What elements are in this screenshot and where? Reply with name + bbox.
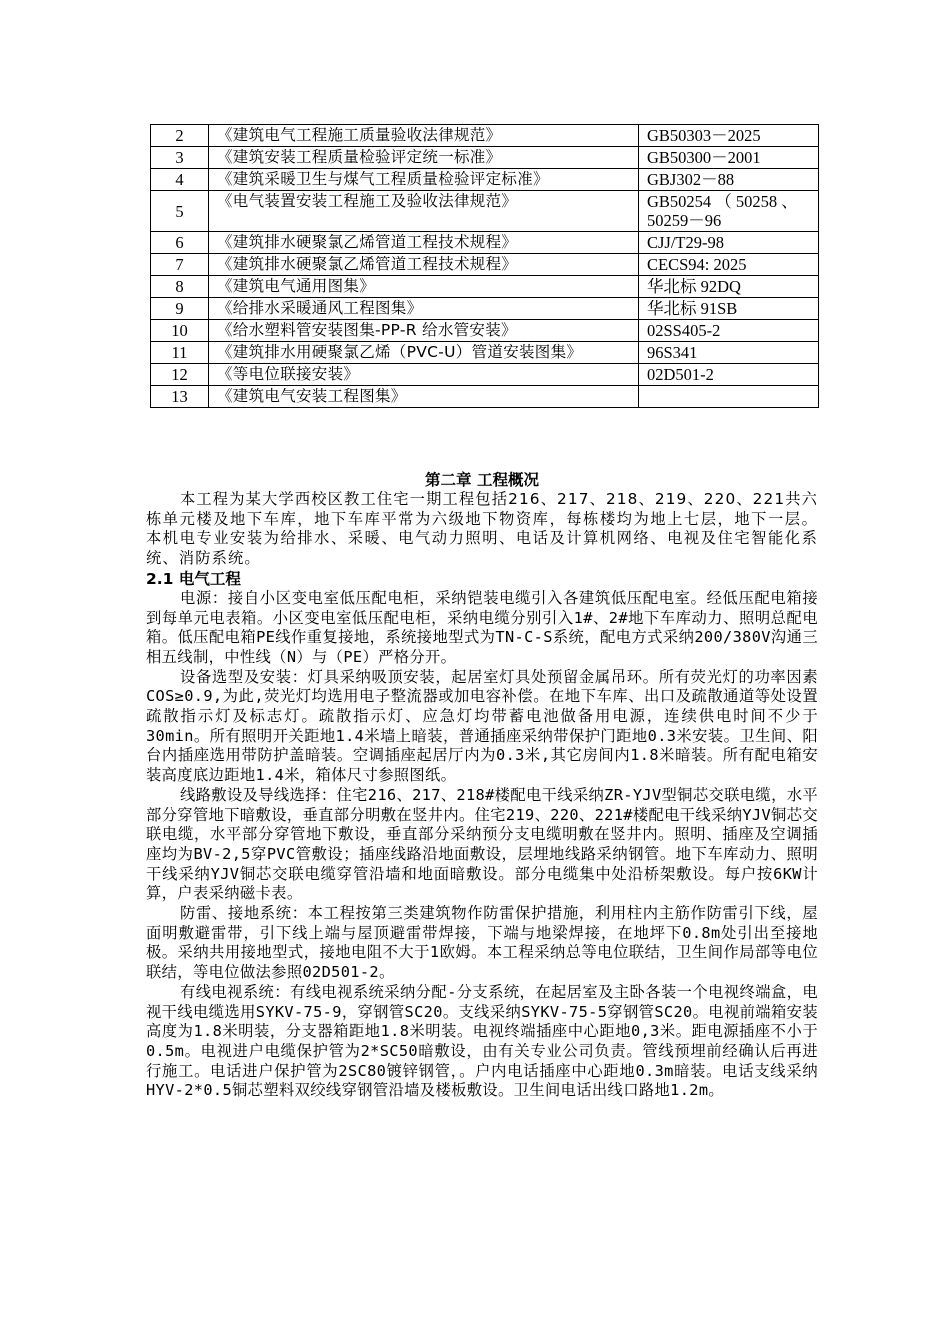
- standard-code: 02D501-2: [639, 364, 819, 386]
- standard-code: GB50254 （ 50258 、50259－96: [639, 191, 819, 232]
- standard-code: 96S341: [639, 342, 819, 364]
- row-number: 12: [151, 364, 209, 386]
- standard-name: 《给水塑料管安装图集-PP-R 给水管安装》: [209, 320, 639, 342]
- standard-name: 《建筑电气通用图集》: [209, 276, 639, 298]
- standards-table: [150, 124, 819, 408]
- standard-name: 《等电位联接安装》: [209, 364, 639, 386]
- standard-name: 《建筑排水硬聚氯乙烯管道工程技术规程》: [209, 254, 639, 276]
- row-number: 6: [151, 232, 209, 254]
- standard-code: CJJ/T29-98: [639, 232, 819, 254]
- standard-code: 华北标 91SB: [639, 298, 819, 320]
- table-row: [151, 147, 819, 169]
- row-number: 13: [151, 386, 209, 408]
- table-row: [151, 232, 819, 254]
- wiring-paragraph: 线路敷设及导线选择：住宅216、217、218#楼配电干线采纳ZR-YJV型铜芯交联电缆，水平部分穿管地下暗敷设，垂直部分明敷在竖井内。住宅219、220、221#楼配电干线采纳YJV铜芯交联电缆，水平部分穿管地下敷设，垂直部分采纳预分支电缆明敷在竖井内。照明、插座及空调插座均为BV-2,5穿PVC管敷设；插座线路沿地面敷设，层埋地线路采纳钢管。地下车库动力、照明干线采纳YJV铜芯交联电缆穿管沿墙和地面暗敷设。部分电缆集中处沿桥架敷设。每户按6KW计算，户表采纳磁卡表。: [146, 785, 819, 903]
- standard-name: 《给排水采暖通风工程图集》: [209, 298, 639, 320]
- standard-code: [639, 386, 819, 408]
- row-number: 9: [151, 298, 209, 320]
- table-row: [151, 125, 819, 147]
- standard-name: 《电气装置安装工程施工及验收法律规范》: [209, 191, 639, 232]
- standard-code: GBJ302－88: [639, 169, 819, 191]
- standard-name: 《建筑安装工程质量检验评定统一标准》: [209, 147, 639, 169]
- row-number: 2: [151, 125, 209, 147]
- table-row: [151, 191, 819, 232]
- standard-name: 《建筑采暖卫生与煤气工程质量检验评定标准》: [209, 169, 639, 191]
- standard-name: 《建筑排水用硬聚氯乙烯（PVC-U）管道安装图集》: [209, 342, 639, 364]
- standard-code: CECS94: 2025: [639, 254, 819, 276]
- standards-table-body: [151, 125, 819, 408]
- row-number: 3: [151, 147, 209, 169]
- chapter-content: [146, 470, 818, 1101]
- section-title: 2.1 电气工程: [146, 569, 241, 588]
- standard-code: GB50300－2001: [639, 147, 819, 169]
- project-overview-paragraph: 本工程为某大学西校区教工住宅一期工程包括216、217、218、219、220、221共六栋单元楼及地下车库，地下车库平常为六级地下物资库，每栋楼均为地上七层，地下一层。本机电专业安装为给排水、采暖、电气动力照明、电话及计算机网络、电视及住宅智能化系统、消防系统。: [146, 490, 818, 568]
- standard-code: 02SS405-2: [639, 320, 819, 342]
- lightning-grounding-paragraph: 防雷、接地系统：本工程按第三类建筑物作防雷保护措施，利用柱内主筋作防雷引下线，屋面明敷避雷带，引下线上端与屋顶避雷带焊接，下端与地梁焊接，在地坪下0.8m处引出至接地极。采纳共用接地型式，接地电阻不大于1欧姆。本工程采纳总等电位联结，卫生间作局部等电位联结，等电位做法参照02D501-2。: [146, 904, 818, 982]
- cable-tv-paragraph: 有线电视系统：有线电视系统采纳分配-分支系统，在起居室及主卧各装一个电视终端盒，电视干线电缆选用SYKV-75-9，穿钢管SC20。支线采纳SYKV-75-5穿钢管SC20。电视前端箱安装高度为1.8米明装，分支器箱距地1.8米明装。电视终端插座中心距地0,3米。距电源插座不小于0.5m。电视进户电缆保护管为2*SC50暗敷设，由有关专业公司负责。管线预埋前经确认后再进行施工。电话进户保护管为2SC80镀锌钢管，。户内电话插座中心距地0.3m暗装。电话支线采纳HYV-2*0.5铜芯塑料双绞线穿钢管沿墙及楼板敷设。卫生间电话出线口路地1.2m。: [146, 982, 818, 1100]
- row-number: 8: [151, 276, 209, 298]
- table-row: [151, 386, 819, 408]
- table-row: [151, 276, 819, 298]
- table-row: [151, 254, 819, 276]
- table-row: [151, 298, 819, 320]
- power-supply-paragraph: 电源：接自小区变电室低压配电柜，采纳铠装电缆引入各建筑低压配电室。经低压配电箱接到每单元电表箱。小区变电室低压配电柜，采纳电缆分别引入1#、2#地下车库动力、照明总配电箱。低压配电箱PE线作重复接地，系统接地型式为TN-C-S系统，配电方式采纳200/380V沟通三相五线制，中性线（N）与（PE）严格分开。: [146, 588, 818, 666]
- table-row: [151, 364, 819, 386]
- row-number: 5: [151, 191, 209, 232]
- table-row: [151, 342, 819, 364]
- standard-code: GB50303－2025: [639, 125, 819, 147]
- row-number: 7: [151, 254, 209, 276]
- standard-name: 《建筑电气安装工程图集》: [209, 386, 639, 408]
- row-number: 10: [151, 320, 209, 342]
- table-row: [151, 320, 819, 342]
- standard-name: 《建筑排水硬聚氯乙烯管道工程技术规程》: [209, 232, 639, 254]
- row-number: 11: [151, 342, 209, 364]
- standard-code: 华北标 92DQ: [639, 276, 819, 298]
- chapter-title: 第二章 工程概况: [425, 471, 539, 489]
- table-row: [151, 169, 819, 191]
- equipment-paragraph: 设备选型及安装：灯具采纳吸顶安装，起居室灯具处预留金属吊环。所有荧光灯的功率因素COS≥0.9,为此,荧光灯均选用电子整流器或加电容补偿。在地下车库、出口及疏散通道等处设置疏散指示灯及标志灯。疏散指示灯、应急灯均带蓄电池做备用电源，连续供电时间不少于30min。所有照明开关距地1.4米墙上暗装，普通插座采纳带保护门距地0.3米安装。卫生间、阳台内插座选用带防护盖暗装。空调插座起居厅内为0.3米,其它房间内1.8米暗装。所有配电箱安装高度底边距地1.4米，箱体尺寸参照图纸。: [146, 667, 818, 785]
- row-number: 4: [151, 169, 209, 191]
- standard-name: 《建筑电气工程施工质量验收法律规范》: [209, 125, 639, 147]
